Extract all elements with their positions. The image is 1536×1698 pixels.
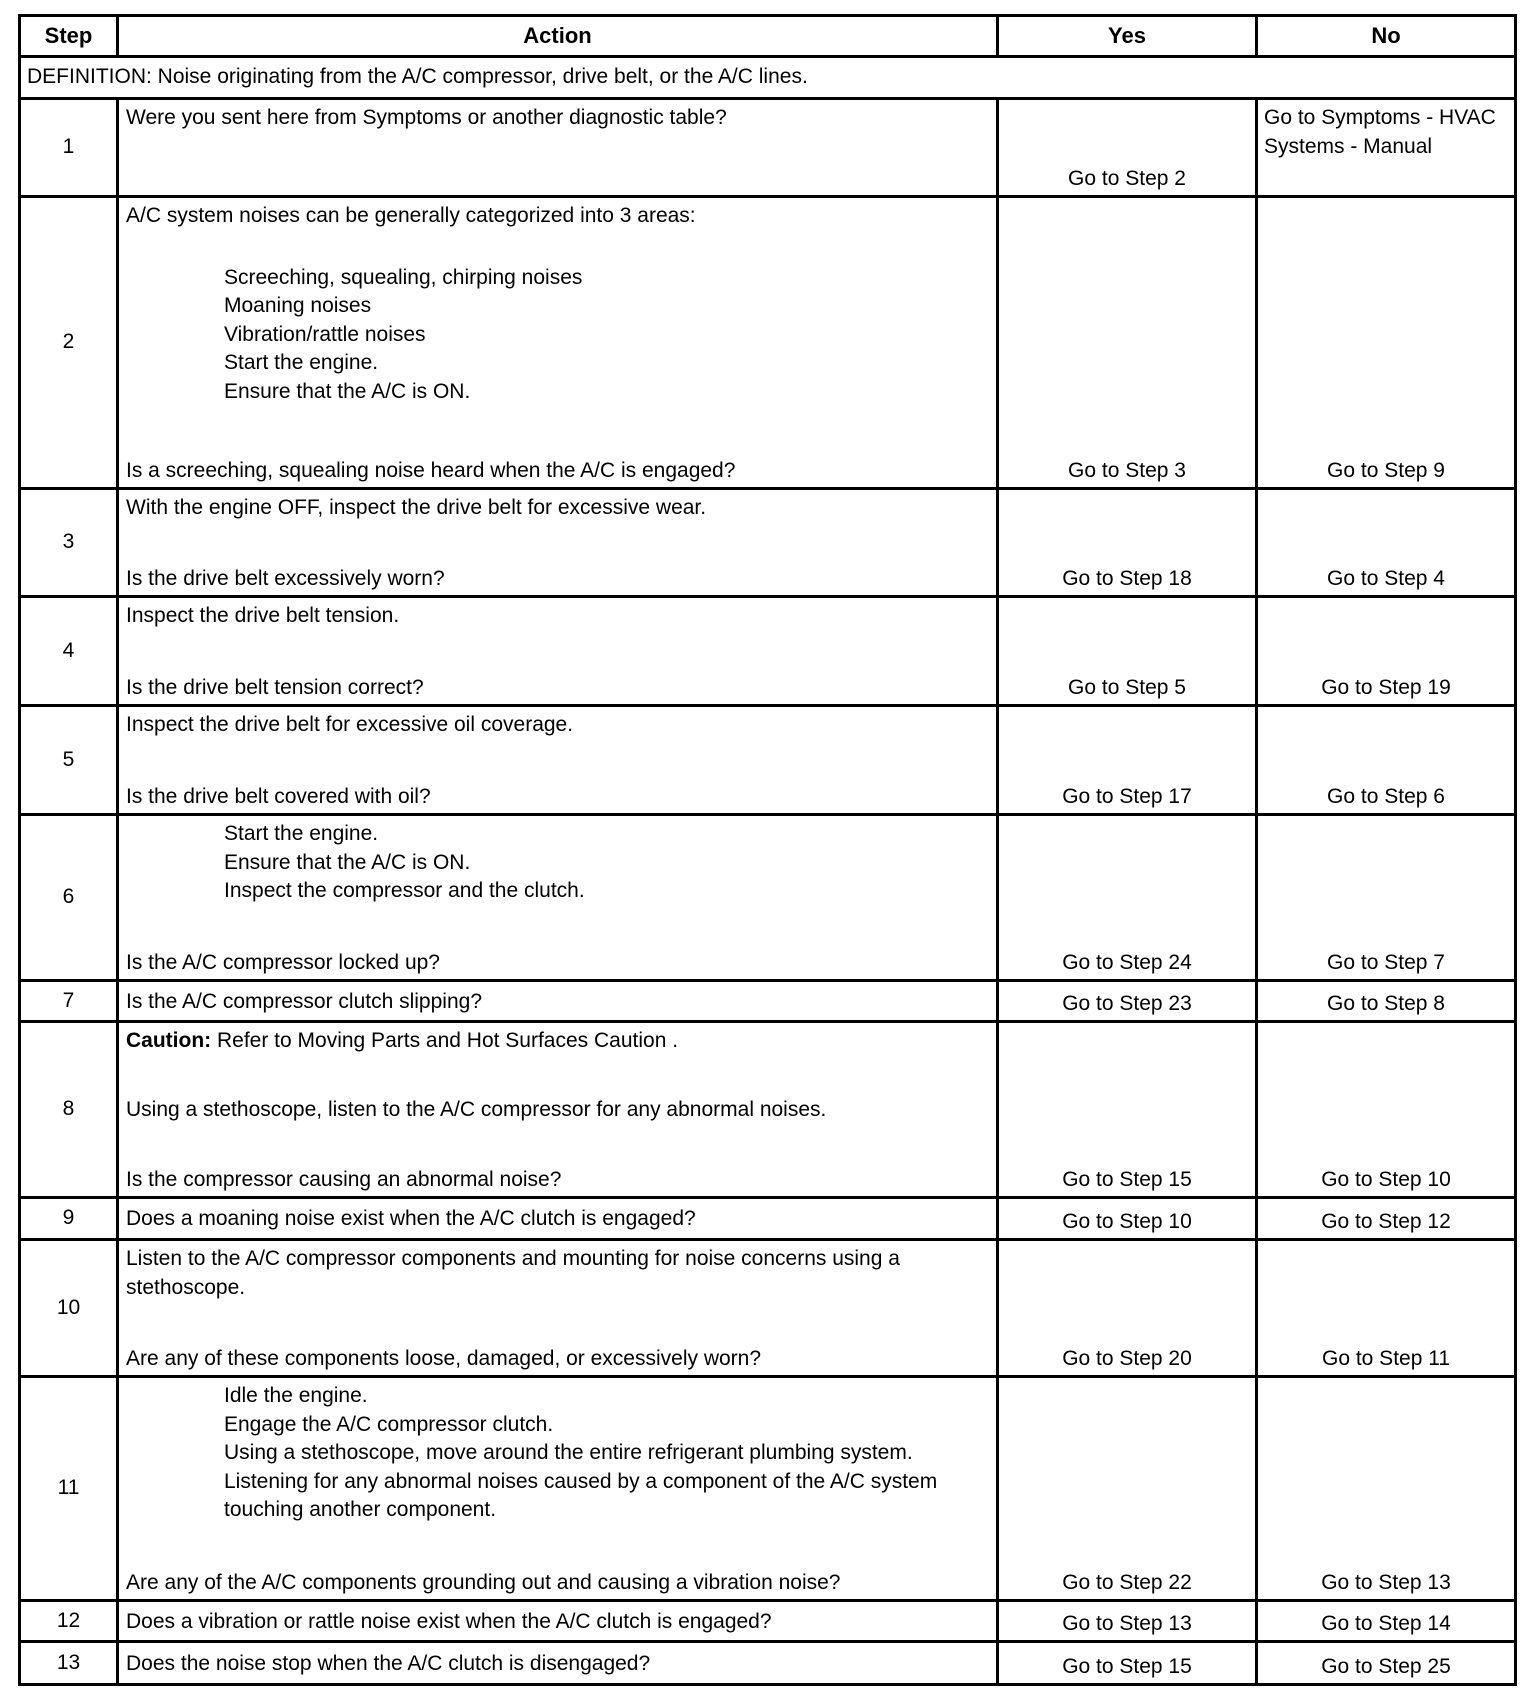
action-question: Is the A/C compressor locked up? (126, 950, 440, 974)
action-step-item: Ensure that the A/C is ON. (224, 850, 471, 874)
action-steps-list (126, 1382, 990, 1525)
yes-result: Go to Step 24 (999, 816, 1255, 979)
action-step-item: Engage the A/C compressor clutch. (224, 1412, 554, 1436)
step-number: 1 (21, 100, 116, 195)
action-intro: A/C system noises can be generally categorized into 3 areas: (126, 204, 696, 227)
action-step-item: Screeching, squealing, chirping noises (224, 265, 583, 289)
action-step-item: Ensure that the A/C is ON. (224, 379, 471, 403)
action-intro: Using a stethoscope, listen to the A/C compressor for any abnormal noises. (126, 1098, 827, 1122)
step-number: 8 (21, 1023, 116, 1196)
header-yes: Yes (999, 17, 1255, 55)
action-cell (119, 490, 996, 595)
caution-line (126, 1027, 990, 1056)
step-number: 7 (21, 982, 116, 1020)
action-question: Does a moaning noise exist when the A/C clutch is engaged? (126, 1207, 696, 1231)
action-intro: Inspect the drive belt tension. (126, 604, 400, 627)
action-intro: Listen to the A/C compressor components and mounting for noise concerns using a stethoscope. (126, 1247, 900, 1299)
action-step-item: Using a stethoscope, move around the entire refrigerant plumbing system. Listening for any abnormal noises caused by a component of the A/C system touching another component. (224, 1441, 938, 1521)
action-cell (119, 1241, 996, 1375)
action-cell (119, 1643, 996, 1683)
step-number: 3 (21, 490, 116, 595)
action-cell (119, 1023, 996, 1196)
yes-result: Go to Step 15 (999, 1023, 1255, 1196)
action-cell (119, 1199, 996, 1238)
no-result: Go to Step 19 (1258, 598, 1514, 704)
step-number: 11 (21, 1378, 116, 1599)
yes-result: Go to Step 15 (999, 1643, 1255, 1683)
yes-result: Go to Step 23 (999, 982, 1255, 1020)
action-step-item: Start the engine. (224, 351, 379, 374)
action-cell (119, 598, 996, 704)
step-number: 4 (21, 598, 116, 704)
yes-result: Go to Step 22 (999, 1378, 1255, 1599)
caution-label: Caution: (126, 1029, 212, 1052)
step-number: 2 (21, 198, 116, 487)
action-step-item: Moaning noises (224, 294, 372, 317)
action-cell (119, 816, 996, 979)
action-question: Is the drive belt tension correct? (126, 675, 424, 699)
yes-result: Go to Step 10 (999, 1199, 1255, 1238)
action-cell (119, 1602, 996, 1640)
action-step-item: Start the engine. (224, 822, 379, 845)
step-number: 13 (21, 1643, 116, 1683)
header-action: Action (119, 17, 996, 55)
action-question: Is the drive belt excessively worn? (126, 566, 445, 590)
action-question: Is the A/C compressor clutch slipping? (126, 989, 482, 1013)
yes-result: Go to Step 18 (999, 490, 1255, 595)
header-step: Step (21, 17, 116, 55)
action-step-item: Vibration/rattle noises (224, 322, 426, 346)
no-result: Go to Step 25 (1258, 1643, 1514, 1683)
action-intro: With the engine OFF, inspect the drive belt for excessive wear. (126, 496, 707, 519)
no-result: Go to Step 6 (1258, 707, 1514, 813)
action-question: Does the noise stop when the A/C clutch is disengaged? (126, 1651, 651, 1675)
step-number: 12 (21, 1602, 116, 1640)
action-cell (119, 198, 996, 487)
no-result: Go to Step 14 (1258, 1602, 1514, 1640)
action-question: Is a screeching, squealing noise heard when the A/C is engaged? (126, 458, 736, 482)
action-question: Is the drive belt covered with oil? (126, 784, 431, 808)
action-steps-list (126, 264, 990, 407)
diagnostic-table (18, 14, 1517, 1686)
action-step-item: Inspect the compressor and the clutch. (224, 879, 585, 902)
yes-result: Go to Step 13 (999, 1602, 1255, 1640)
action-step-item: Idle the engine. (224, 1384, 368, 1407)
action-steps-list (126, 820, 990, 906)
yes-result: Go to Step 5 (999, 598, 1255, 704)
step-number: 5 (21, 707, 116, 813)
action-cell (119, 100, 996, 195)
yes-result: Go to Step 3 (999, 198, 1255, 487)
step-number: 10 (21, 1241, 116, 1375)
action-question: Is the compressor causing an abnormal noise? (126, 1167, 562, 1191)
caution-text: Refer to Moving Parts and Hot Surfaces Caution . (211, 1029, 679, 1052)
no-result: Go to Step 4 (1258, 490, 1514, 595)
action-question: Are any of the A/C components grounding out and causing a vibration noise? (126, 1570, 841, 1594)
action-question: Are any of these components loose, damaged, or excessively worn? (126, 1346, 762, 1370)
step-number: 9 (21, 1199, 116, 1238)
no-result: Go to Step 7 (1258, 816, 1514, 979)
action-cell (119, 982, 996, 1020)
action-question: Does a vibration or rattle noise exist when the A/C clutch is engaged? (126, 1609, 772, 1633)
no-result: Go to Step 10 (1258, 1023, 1514, 1196)
action-intro: Inspect the drive belt for excessive oil coverage. (126, 713, 574, 736)
no-result: Go to Step 9 (1258, 198, 1514, 487)
action-intro: Were you sent here from Symptoms or another diagnostic table? (126, 106, 727, 129)
step-number: 6 (21, 816, 116, 979)
no-result: Go to Step 13 (1258, 1378, 1514, 1599)
action-cell (119, 1378, 996, 1599)
header-no: No (1258, 17, 1514, 55)
action-cell (119, 707, 996, 813)
yes-result: Go to Step 2 (999, 100, 1255, 195)
no-result: Go to Step 12 (1258, 1199, 1514, 1238)
yes-result: Go to Step 20 (999, 1241, 1255, 1375)
definition-row: DEFINITION: Noise originating from the A/C compressor, drive belt, or the A/C lines. (21, 58, 1514, 97)
no-result: Go to Step 11 (1258, 1241, 1514, 1375)
no-result: Go to Step 8 (1258, 982, 1514, 1020)
yes-result: Go to Step 17 (999, 707, 1255, 813)
no-result: Go to Symptoms - HVAC Systems - Manual (1258, 100, 1514, 195)
